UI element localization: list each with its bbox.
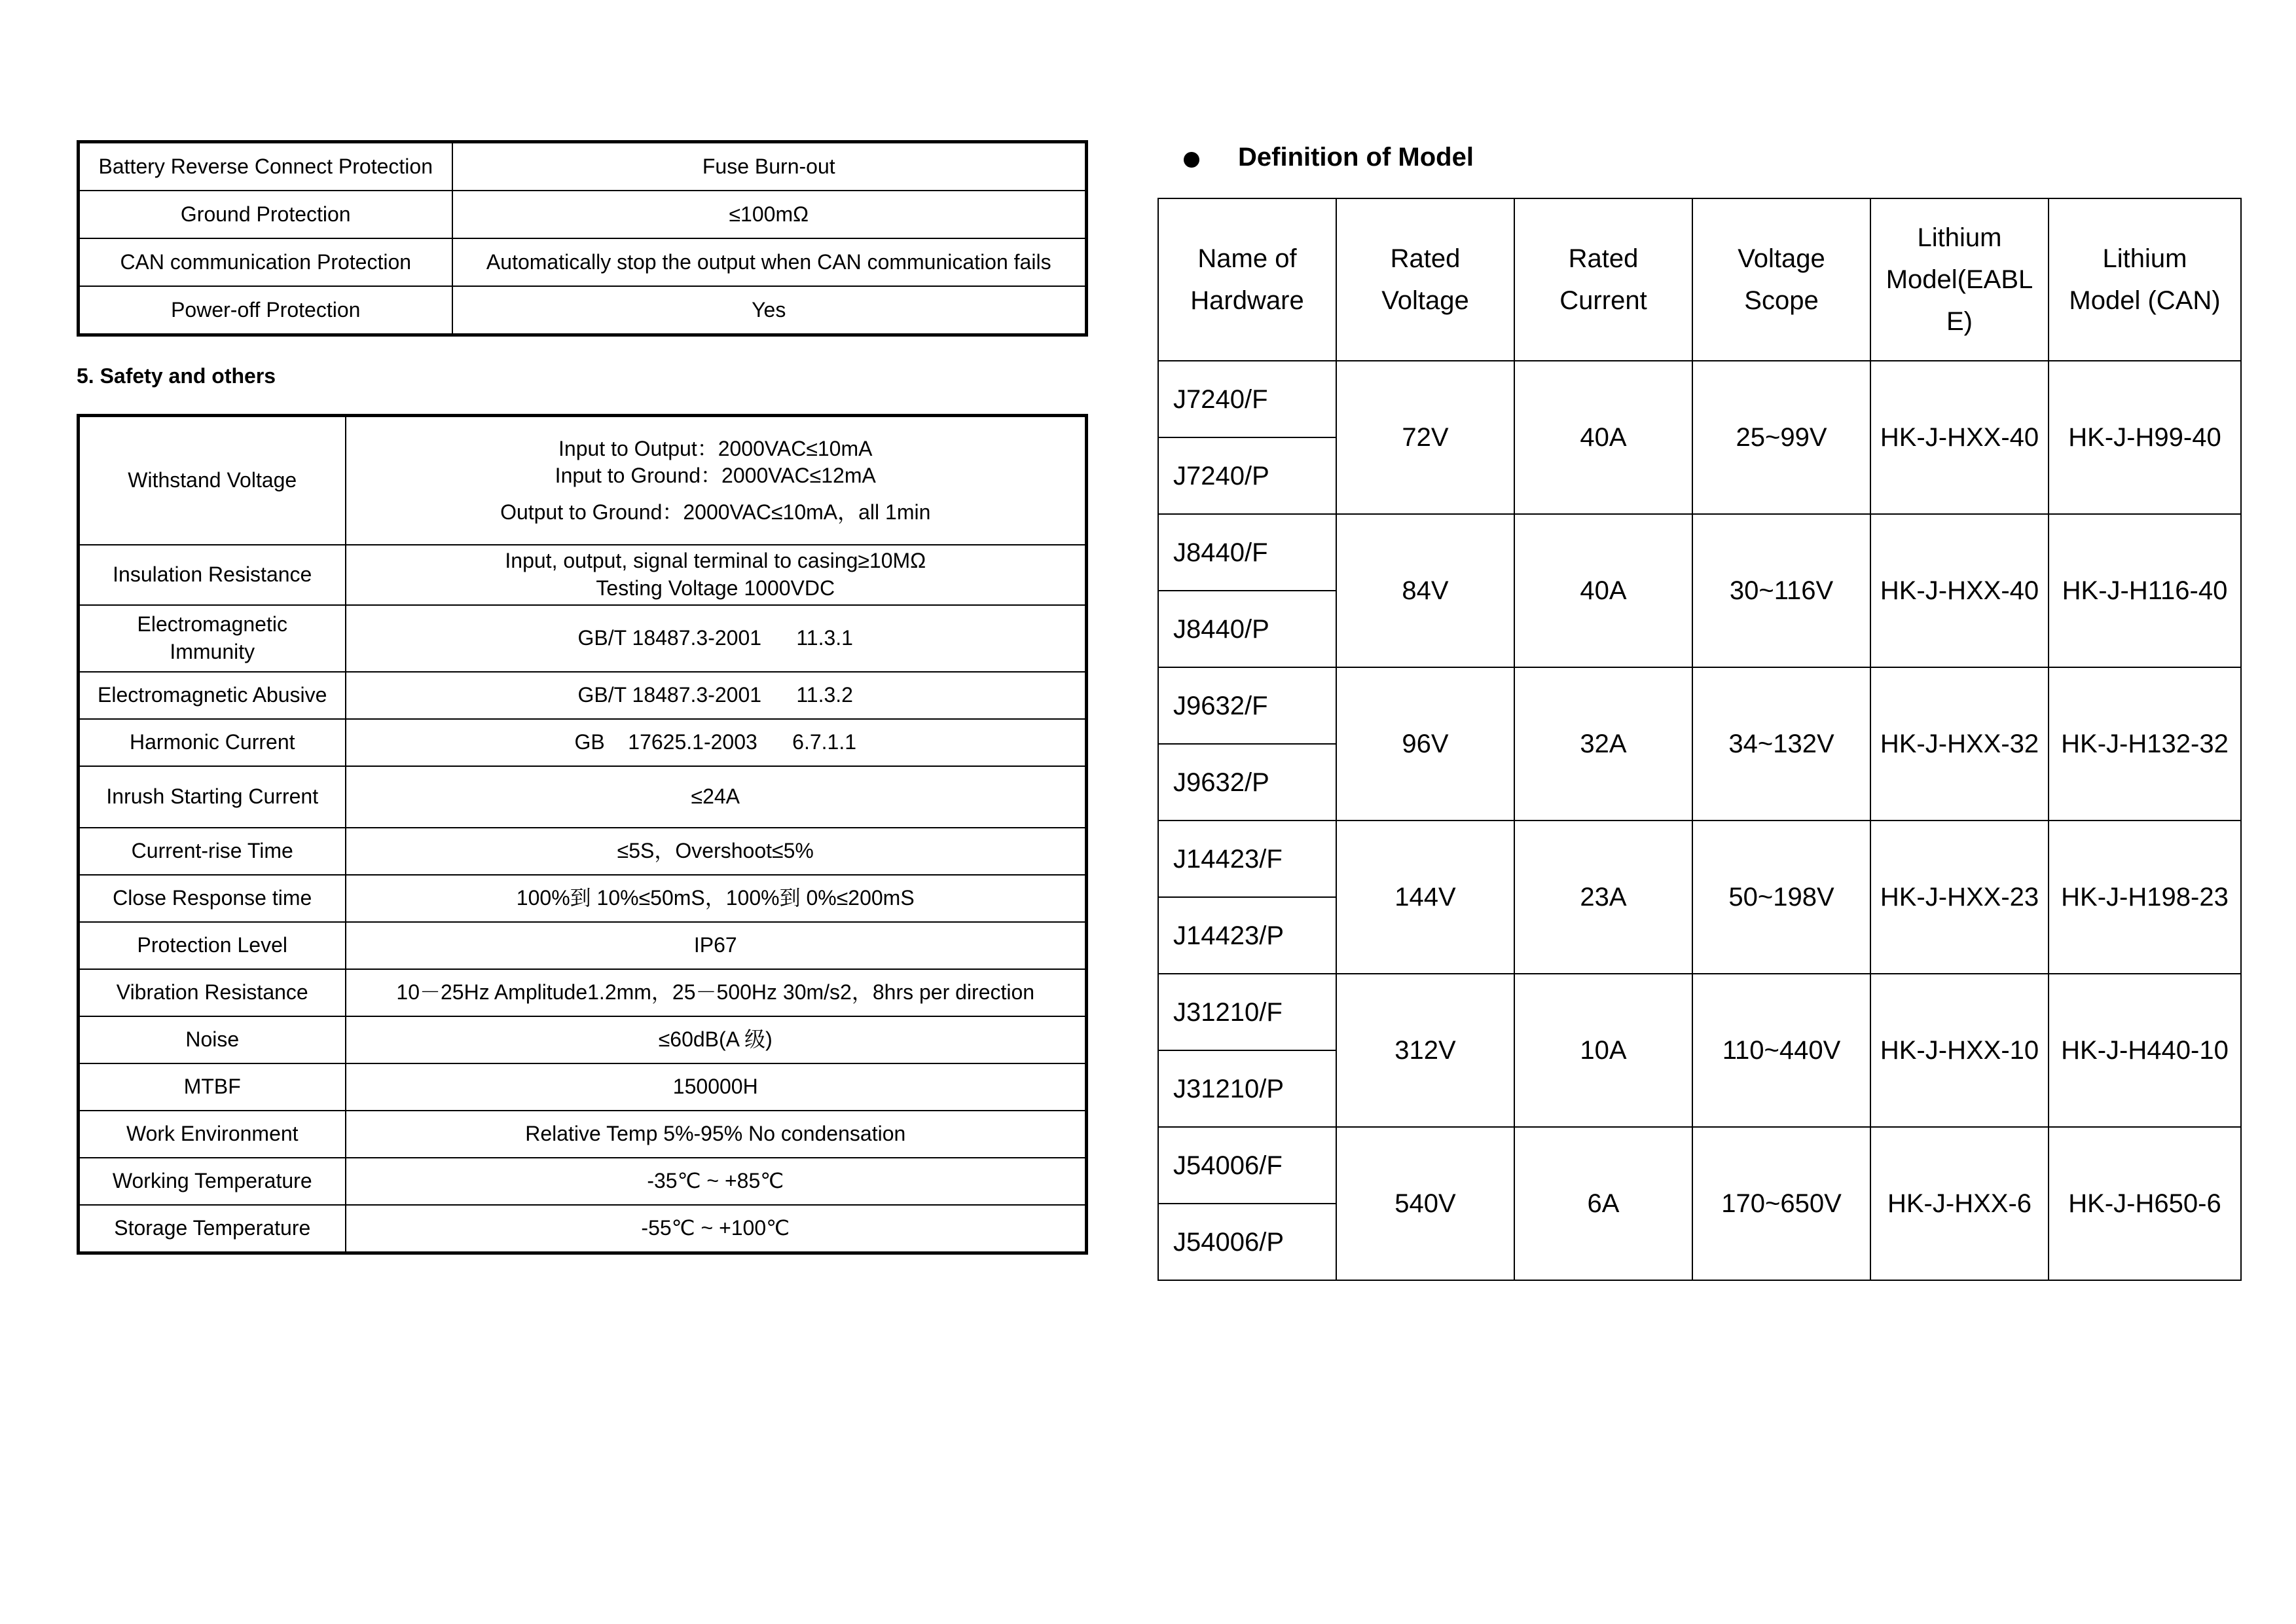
voltage-scope: 25~99V [1692,361,1870,514]
withstand-label: Withstand Voltage [79,416,346,545]
column-header-line: Scope [1744,286,1819,315]
rated-current: 32A [1514,667,1692,821]
hardware-name: J14423/P [1158,897,1336,974]
column-header [1514,198,1692,361]
insulation-value [346,545,1087,605]
rated-current: 40A [1514,361,1692,514]
table-row [1158,821,2241,897]
immunity-label-line-2: Immunity [170,640,255,663]
definition-heading: Definition of Model [1238,143,1474,172]
table-row [1158,361,2241,437]
table-row [79,605,1087,672]
table-row [79,545,1087,605]
lithium-model-can: HK-J-H132-32 [2049,667,2241,821]
immunity-value: GB/T 18487.3-2001 11.3.1 [346,605,1087,672]
immunity-label-line-1: Electromagnetic [137,612,287,637]
hardware-name: J31210/F [1158,974,1336,1050]
table-row [79,875,1087,922]
table-row [1158,667,2241,744]
insulation-line-2: Testing Voltage 1000VDC [596,576,835,600]
table-row [79,1111,1087,1158]
withstand-line-1: Input to Output：2000VAC≤10mA [558,436,873,460]
table-row [1158,1127,2241,1204]
safety-value: IP67 [346,922,1087,969]
safety-value: ≤60dB(A 级) [346,1016,1087,1063]
table-row [79,922,1087,969]
voltage-scope: 170~650V [1692,1127,1870,1280]
table-row [79,828,1087,875]
voltage-scope: 110~440V [1692,974,1870,1127]
column-header [1692,198,1870,361]
column-header-line: E) [1946,307,1973,336]
rated-voltage: 84V [1336,514,1514,667]
rated-current: 40A [1514,514,1692,667]
safety-item: Current-rise Time [79,828,346,875]
rated-voltage: 96V [1336,667,1514,821]
lithium-model-eable: HK-J-HXX-32 [1870,667,2049,821]
withstand-value [346,416,1087,545]
hardware-name: J8440/P [1158,591,1336,667]
safety-value: -35℃ ~ +85℃ [346,1158,1087,1205]
bullet-icon [1184,152,1199,168]
insulation-label: Insulation Resistance [79,545,346,605]
column-header-line: Rated [1568,244,1639,273]
safety-item: Electromagnetic Abusive [79,672,346,719]
table-row [1158,514,2241,591]
table-row [79,1158,1087,1205]
table-row [79,969,1087,1016]
withstand-line-2: Input to Ground：2000VAC≤12mA [555,464,876,488]
column-header [1870,198,2049,361]
rated-voltage: 540V [1336,1127,1514,1280]
protection-item: CAN communication Protection [79,238,452,286]
table-row [79,191,1087,238]
column-header-line: Voltage [1738,244,1825,273]
protection-item: Battery Reverse Connect Protection [79,142,452,191]
protection-value: Automatically stop the output when CAN communication fails [452,238,1087,286]
column-header-line: Voltage [1381,286,1469,315]
column-header-line: Current [1559,286,1647,315]
lithium-model-can: HK-J-H650-6 [2049,1127,2241,1280]
hardware-name: J9632/P [1158,744,1336,821]
table-row [79,286,1087,335]
safety-item: Storage Temperature [79,1205,346,1253]
rated-voltage: 72V [1336,361,1514,514]
table-row [79,1063,1087,1111]
lithium-model-can: HK-J-H198-23 [2049,821,2241,974]
column-header-line: Hardware [1190,286,1304,315]
lithium-model-can: HK-J-H440-10 [2049,974,2241,1127]
table-row [79,719,1087,766]
column-header-line: Rated [1390,244,1461,273]
model-table [1157,198,2242,1281]
column-header-line: Lithium [1917,223,2002,252]
table-row [79,672,1087,719]
column-header-line: Model(EABL [1886,265,2033,294]
table-row [79,1016,1087,1063]
header-row [1158,198,2241,361]
insulation-line-1: Input, output, signal terminal to casing≥10MΩ [505,549,926,573]
column-header [1336,198,1514,361]
column-header [1158,198,1336,361]
hardware-name: J54006/P [1158,1204,1336,1280]
rated-current: 6A [1514,1127,1692,1280]
immunity-label [79,605,346,672]
protection-item: Power-off Protection [79,286,452,335]
protection-table [77,140,1088,337]
safety-item: Vibration Resistance [79,969,346,1016]
safety-value: 100%到 10%≤50mS，100%到 0%≤200mS [346,875,1087,922]
table-row [79,142,1087,191]
table-row [79,416,1087,545]
rated-current: 23A [1514,821,1692,974]
column-header-line: Lithium [2102,244,2187,273]
safety-value: 150000H [346,1063,1087,1111]
column-header-line: Name of [1197,244,1297,273]
column-header-line: Model (CAN) [2069,286,2221,315]
lithium-model-can: HK-J-H116-40 [2049,514,2241,667]
safety-item: Protection Level [79,922,346,969]
safety-value: GB 17625.1-2003 6.7.1.1 [346,719,1087,766]
safety-value: 10－25Hz Amplitude1.2mm，25－500Hz 30m/s2，8hrs per direction [346,969,1087,1016]
voltage-scope: 50~198V [1692,821,1870,974]
safety-item: Noise [79,1016,346,1063]
hardware-name: J9632/F [1158,667,1336,744]
table-row [1158,974,2241,1050]
rated-voltage: 144V [1336,821,1514,974]
safety-value: ≤24A [346,766,1087,828]
safety-value: GB/T 18487.3-2001 11.3.2 [346,672,1087,719]
lithium-model-eable: HK-J-HXX-6 [1870,1127,2049,1280]
voltage-scope: 34~132V [1692,667,1870,821]
column-header [2049,198,2241,361]
safety-item: Harmonic Current [79,719,346,766]
hardware-name: J54006/F [1158,1127,1336,1204]
protection-value: ≤100mΩ [452,191,1087,238]
withstand-line-3: Output to Ground：2000VAC≤10mA，all 1min [500,500,931,524]
hardware-name: J8440/F [1158,514,1336,591]
safety-item: Work Environment [79,1111,346,1158]
lithium-model-eable: HK-J-HXX-40 [1870,514,2049,667]
protection-value: Fuse Burn-out [452,142,1087,191]
safety-item: Working Temperature [79,1158,346,1205]
safety-heading: 5. Safety and others [77,364,276,388]
safety-table [77,414,1088,1255]
hardware-name: J31210/P [1158,1050,1336,1127]
table-row [79,238,1087,286]
table-row [79,1205,1087,1253]
lithium-model-can: HK-J-H99-40 [2049,361,2241,514]
safety-value: -55℃ ~ +100℃ [346,1205,1087,1253]
safety-item: MTBF [79,1063,346,1111]
safety-value: ≤5S，Overshoot≤5% [346,828,1087,875]
lithium-model-eable: HK-J-HXX-23 [1870,821,2049,974]
table-row [79,766,1087,828]
voltage-scope: 30~116V [1692,514,1870,667]
hardware-name: J7240/P [1158,437,1336,514]
protection-item: Ground Protection [79,191,452,238]
lithium-model-eable: HK-J-HXX-10 [1870,974,2049,1127]
rated-voltage: 312V [1336,974,1514,1127]
lithium-model-eable: HK-J-HXX-40 [1870,361,2049,514]
hardware-name: J7240/F [1158,361,1336,437]
safety-item: Close Response time [79,875,346,922]
protection-value: Yes [452,286,1087,335]
safety-item: Inrush Starting Current [79,766,346,828]
safety-value: Relative Temp 5%-95% No condensation [346,1111,1087,1158]
rated-current: 10A [1514,974,1692,1127]
hardware-name: J14423/F [1158,821,1336,897]
